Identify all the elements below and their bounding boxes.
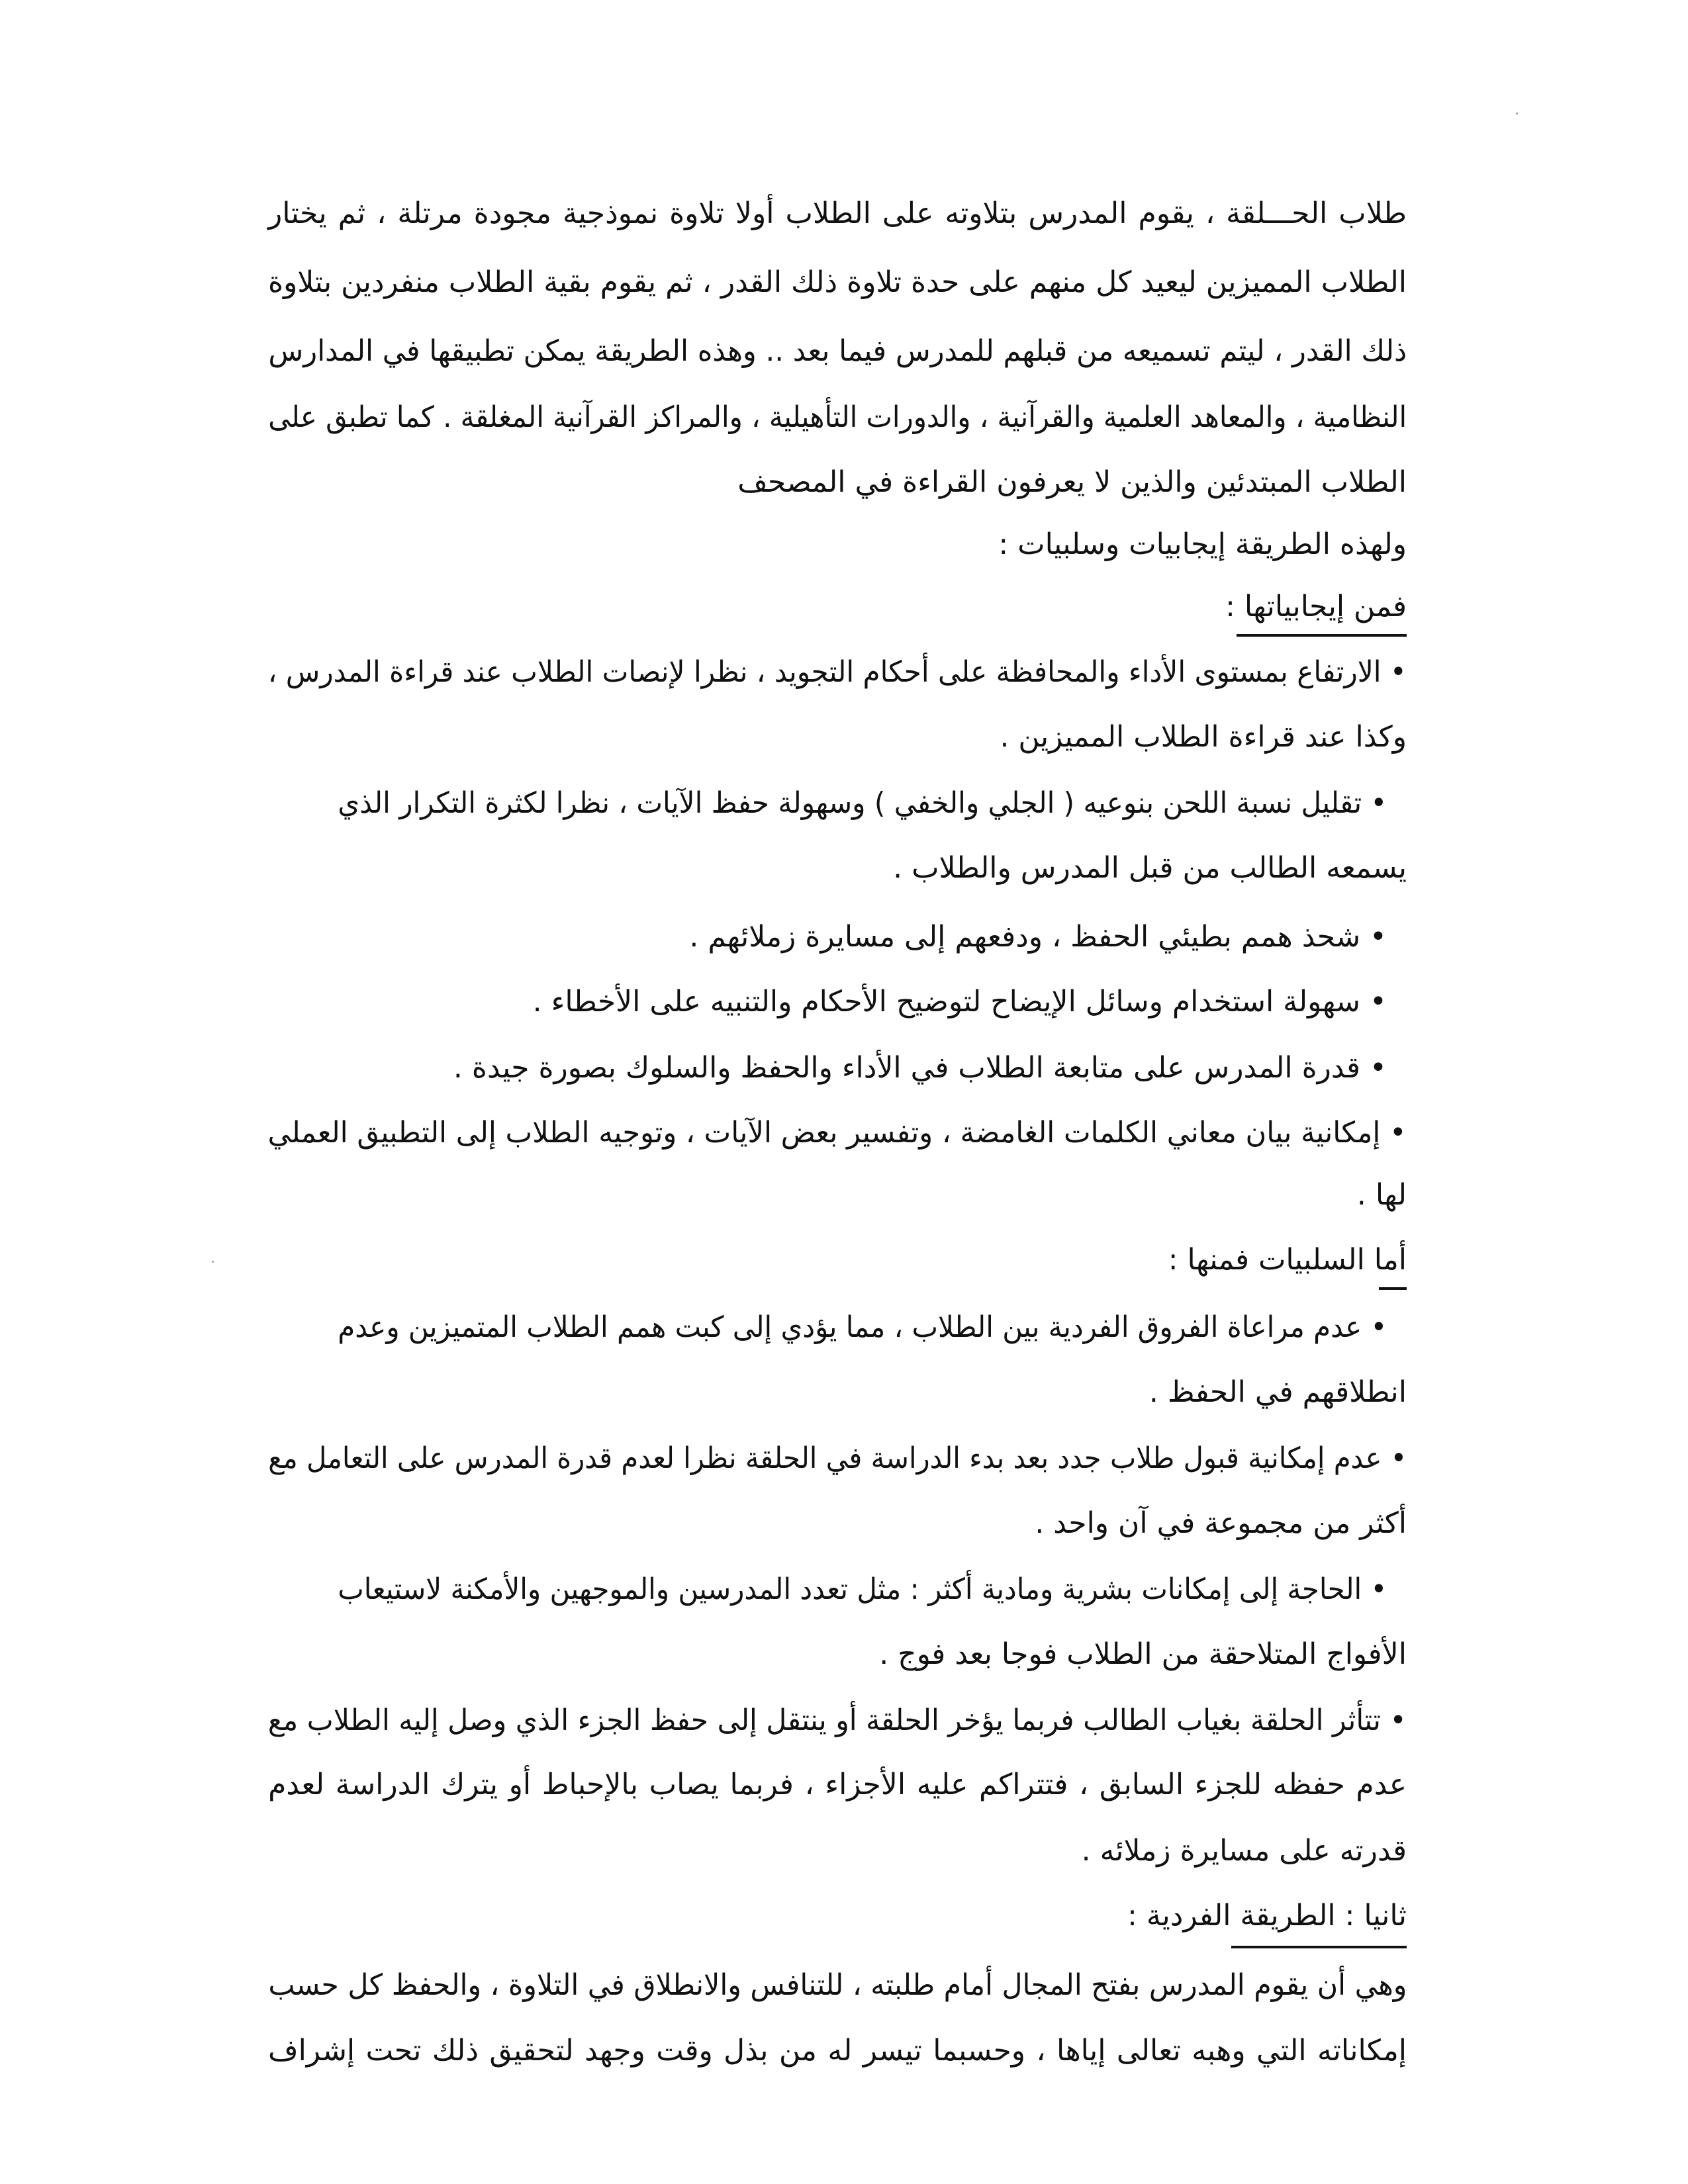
positives-heading-row <box>794 584 1407 630</box>
section-heading: ثانيا : الطريقة الفردية : <box>1127 1899 1407 1933</box>
paragraph-line: الطلاب المميزين ليعيد كل منهم على حدة تلاوة ذلك القدر ، ثم يقوم بقية الطلاب منفردين بتلاوة <box>268 265 1407 299</box>
list-item-row <box>338 1567 1387 1613</box>
list-item-continuation: وكذا عند قراءة الطلاب المميزين . <box>1000 720 1407 754</box>
paragraph-line-row <box>268 259 1407 306</box>
paragraph-line-row <box>268 2028 1407 2074</box>
scan-speck <box>1516 113 1518 114</box>
scan-speck <box>212 1261 214 1263</box>
paragraph-line: ذلك القدر ، ليتم تسميعه من قبلهم للمدرس فيما بعد .. وهذه الطريقة يمكن تطبيقها في المدارس <box>268 334 1407 368</box>
list-item-continuation: الأفواج المتلاحقة من الطلاب فوجا بعد فوج . <box>879 1637 1407 1671</box>
list-item: • شحذ همم بطيئي الحفظ ، ودفعهم إلى مسايرة زملائهم . <box>689 920 1387 954</box>
paragraph-line-row <box>268 328 1407 375</box>
list-item: • إمكانية بيان معاني الكلمات الغامضة ، وتفسير بعض الآيات ، وتوجيه الطلاب إلى التطبيق العملي <box>267 1116 1407 1150</box>
list-item-continuation: انطلاقهم في الحفظ . <box>1149 1375 1407 1409</box>
section-heading-row <box>794 1893 1407 1939</box>
list-item: • تقليل نسبة اللحن بنوعيه ( الجلي والخفي ) وسهولة حفظ الآيات ، نظرا لكثرة التكرار الذي <box>337 786 1387 820</box>
list-item: • عدم مراعاة الفروق الفردية بين الطلاب ، مما يؤدي إلى كبت همم الطلاب المتميزين وعدم <box>338 1310 1387 1344</box>
heading-underline <box>1231 1946 1407 1948</box>
list-item: • قدرة المدرس على متابعة الطلاب في الأداء والحفظ والسلوك بصورة جيدة . <box>453 1051 1387 1085</box>
list-item-row <box>268 914 1387 960</box>
paragraph-line: طلاب الحـــلقة ، يقوم المدرس بتلاوته على الطلاب أولا تلاوة نموذجية مجودة مرتلة ، ثم يختار <box>268 197 1407 230</box>
paragraph-line: وهي أن يقوم المدرس بفتح المجال أمام طلبته ، للتنافس والانطلاق في التلاوة ، والحفظ كل حسب <box>267 1968 1407 2002</box>
list-item-row <box>268 1500 1407 1547</box>
list-item-row <box>338 780 1387 827</box>
list-item-row <box>268 1828 1407 1874</box>
list-item-continuation: قدرته على مسايرة زملائه . <box>1081 1834 1407 1868</box>
paragraph-line-row <box>268 191 1407 237</box>
list-item-row <box>268 1110 1407 1156</box>
heading-underline <box>1237 634 1407 637</box>
paragraph-line-row <box>268 522 1407 568</box>
list-item-row <box>268 649 1407 696</box>
negatives-heading: أما السلبيات فمنها : <box>1168 1243 1407 1277</box>
paragraph-line: النظامية ، والمعاهد العلمية والقرآنية ، والدورات التأهيلية ، والمراكز القرآنية المغلقة . كما تطبق على <box>268 400 1407 434</box>
list-item-row <box>268 1045 1387 1091</box>
list-item-row <box>268 1698 1407 1744</box>
list-item: • الارتفاع بمستوى الأداء والمحافظة على أحكام التجويد ، نظرا لإنصات الطلاب عند قراءة المدرس ، <box>267 655 1407 689</box>
paragraph-line: ولهذه الطريقة إيجابيات وسلبيات : <box>998 527 1407 561</box>
negatives-heading-row <box>794 1237 1407 1283</box>
paragraph-line: إمكاناته التي وهبه تعالى إياها ، وحسبما تيسر له من بذل وقت وجهد لتحقيق ذلك تحت إشراف <box>267 2034 1407 2068</box>
list-item-row <box>338 1304 1387 1351</box>
list-item-continuation: لها . <box>1356 1178 1407 1212</box>
paragraph-line-row <box>268 459 1407 506</box>
list-item-row <box>268 845 1407 891</box>
list-item-row <box>268 1172 1407 1218</box>
list-item-row <box>268 979 1387 1025</box>
list-item-row <box>268 714 1407 760</box>
paragraph-line-row <box>268 1962 1407 2009</box>
list-item-row <box>268 1435 1407 1482</box>
positives-heading: فمن إيجابياتها : <box>1225 590 1407 623</box>
list-item-continuation: يسمعه الطالب من قبل المدرس والطلاب . <box>893 851 1407 885</box>
list-item-continuation: أكثر من مجموعة في آن واحد . <box>1035 1506 1407 1540</box>
list-item-continuation: عدم حفظه للجزء السابق ، فتتراكم عليه الأجزاء ، فربما يصاب بالإحباط أو يترك الدراسة لعدم <box>268 1768 1407 1801</box>
paragraph-line-row <box>268 394 1407 441</box>
list-item: • الحاجة إلى إمكانات بشرية ومادية أكثر : مثل تعدد المدرسين والموجهين والأمكنة لاستيعاب <box>338 1572 1387 1606</box>
heading-underline <box>1379 1287 1407 1290</box>
list-item-row <box>268 1631 1407 1678</box>
list-item: • تتأثر الحلقة بغياب الطالب فربما يؤخر الحلقة أو ينتقل إلى حفظ الجزء الذي وصل إليه الطلاب مع <box>268 1704 1407 1737</box>
list-item-row <box>268 1762 1407 1808</box>
paragraph-line: الطلاب المبتدئين والذين لا يعرفون القراءة في المصحف <box>737 465 1407 499</box>
list-item: • عدم إمكانية قبول طلاب جدد بعد بدء الدراسة في الحلقة نظرا لعدم قدرة المدرس على التعامل مع <box>267 1441 1407 1475</box>
list-item-row <box>268 1369 1407 1416</box>
list-item: • سهولة استخدام وسائل الإيضاح لتوضيح الأحكام والتنبيه على الأخطاء . <box>532 985 1387 1019</box>
